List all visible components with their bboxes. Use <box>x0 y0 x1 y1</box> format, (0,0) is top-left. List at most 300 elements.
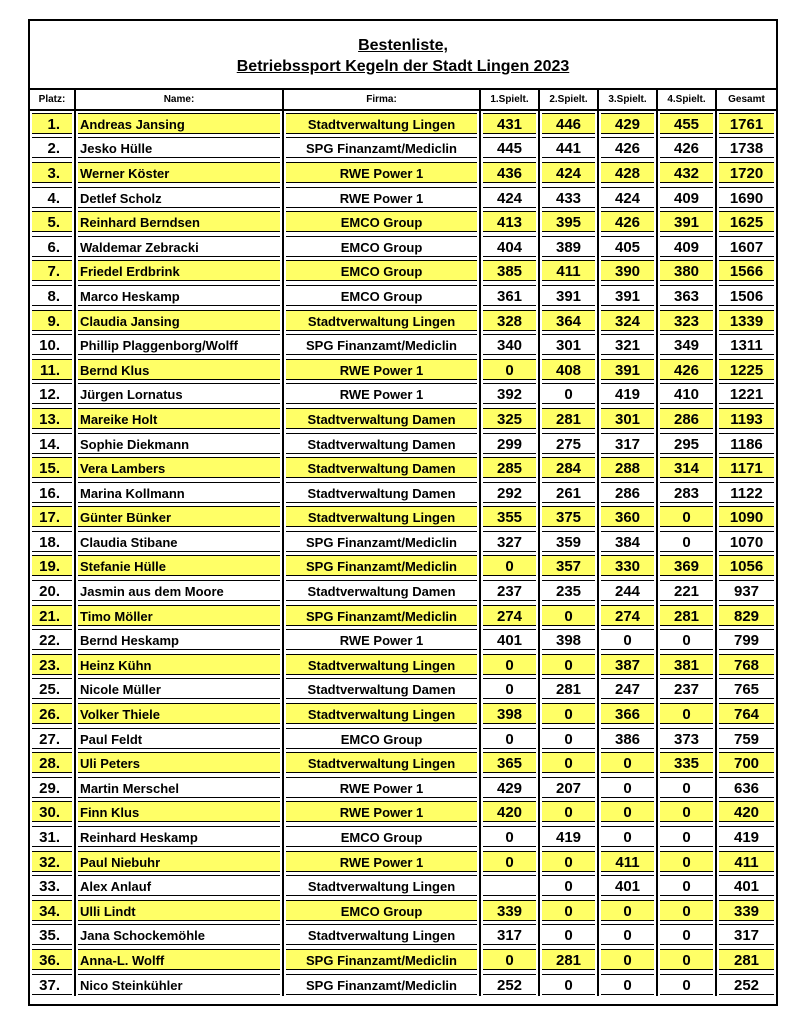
cell-spielt-4: 0 <box>660 826 713 847</box>
cell-spielt-3: 244 <box>601 580 654 601</box>
cell-firma-cell <box>282 406 479 431</box>
cell-name-cell <box>74 382 282 407</box>
cell-firma-cell <box>282 726 479 751</box>
cell-spielt-1: 285 <box>483 457 536 478</box>
cell-spielt-1-cell <box>479 775 538 800</box>
cell-spielt-4-cell <box>656 652 715 677</box>
cell-spielt-4: 314 <box>660 457 713 478</box>
cell-spielt-3-cell <box>597 701 656 726</box>
cell-spielt-4: 286 <box>660 408 713 429</box>
cell-gesamt-cell <box>715 259 776 284</box>
cell-spielt-2-cell <box>538 455 597 480</box>
cell-spielt-1: 292 <box>483 482 536 503</box>
cell-spielt-4-cell <box>656 775 715 800</box>
cell-name: Werner Köster <box>78 162 280 183</box>
cell-platz-cell <box>30 898 74 923</box>
cell-spielt-2: 0 <box>542 875 595 896</box>
cell-spielt-1-cell <box>479 824 538 849</box>
cell-spielt-4-cell <box>656 234 715 259</box>
cell-spielt-3: 391 <box>601 285 654 306</box>
cell-gesamt-cell <box>715 898 776 923</box>
table-row <box>30 406 776 431</box>
cell-spielt-1: 274 <box>483 605 536 626</box>
cell-name-cell <box>74 209 282 234</box>
cell-spielt-4: 295 <box>660 433 713 454</box>
cell-firma-cell <box>282 603 479 628</box>
cell-gesamt: 1566 <box>719 260 774 281</box>
cell-spielt-2-cell <box>538 234 597 259</box>
cell-firma-cell <box>282 947 479 972</box>
cell-platz: 9. <box>32 310 72 331</box>
cell-spielt-3-cell <box>597 382 656 407</box>
cell-spielt-4: 283 <box>660 482 713 503</box>
cell-spielt-1-cell <box>479 947 538 972</box>
cell-platz: 10. <box>32 334 72 355</box>
cell-gesamt-cell <box>715 406 776 431</box>
cell-firma-cell <box>282 455 479 480</box>
cell-spielt-4: 391 <box>660 211 713 232</box>
cell-spielt-1-cell <box>479 136 538 161</box>
cell-spielt-2: 235 <box>542 580 595 601</box>
cell-spielt-3-cell <box>597 849 656 874</box>
cell-name: Mareike Holt <box>78 408 280 429</box>
cell-spielt-2-cell <box>538 824 597 849</box>
table-row <box>30 431 776 456</box>
table-row <box>30 627 776 652</box>
cell-spielt-4: 373 <box>660 728 713 749</box>
cell-spielt-1: 0 <box>483 851 536 872</box>
cell-platz-cell <box>30 701 74 726</box>
cell-platz-cell <box>30 382 74 407</box>
cell-spielt-2-cell <box>538 259 597 284</box>
cell-firma: EMCO Group <box>286 900 477 921</box>
cell-spielt-1: 445 <box>483 137 536 158</box>
cell-spielt-2: 0 <box>542 605 595 626</box>
cell-spielt-3-cell <box>597 431 656 456</box>
cell-name: Reinhard Berndsen <box>78 211 280 232</box>
cell-platz-cell <box>30 332 74 357</box>
cell-gesamt-cell <box>715 800 776 825</box>
cell-spielt-4: 409 <box>660 236 713 257</box>
cell-spielt-1: 365 <box>483 752 536 773</box>
cell-spielt-3-cell <box>597 455 656 480</box>
cell-firma: RWE Power 1 <box>286 851 477 872</box>
table-row <box>30 652 776 677</box>
cell-spielt-4: 0 <box>660 777 713 798</box>
cell-spielt-3-cell <box>597 677 656 702</box>
cell-spielt-1: 424 <box>483 187 536 208</box>
cell-spielt-1-cell <box>479 677 538 702</box>
cell-name-cell <box>74 136 282 161</box>
table-row <box>30 308 776 333</box>
cell-platz: 23. <box>32 654 72 675</box>
cell-name-cell <box>74 726 282 751</box>
cell-spielt-4-cell <box>656 505 715 530</box>
cell-gesamt-cell <box>715 308 776 333</box>
cell-platz: 12. <box>32 383 72 404</box>
cell-platz: 4. <box>32 187 72 208</box>
cell-spielt-4: 0 <box>660 949 713 970</box>
cell-spielt-2-cell <box>538 136 597 161</box>
cell-gesamt-cell <box>715 234 776 259</box>
cell-spielt-2: 395 <box>542 211 595 232</box>
cell-firma: Stadtverwaltung Damen <box>286 580 477 601</box>
cell-firma: RWE Power 1 <box>286 801 477 822</box>
cell-platz-cell <box>30 824 74 849</box>
cell-firma: SPG Finanzamt/Mediclin <box>286 137 477 158</box>
cell-spielt-3: 0 <box>601 949 654 970</box>
cell-spielt-2-cell <box>538 652 597 677</box>
cell-name-cell <box>74 505 282 530</box>
ranking-document <box>28 19 778 1006</box>
cell-spielt-4-cell <box>656 160 715 185</box>
cell-firma-cell <box>282 849 479 874</box>
cell-firma-cell <box>282 873 479 898</box>
cell-spielt-3: 321 <box>601 334 654 355</box>
cell-firma: RWE Power 1 <box>286 187 477 208</box>
cell-firma: RWE Power 1 <box>286 629 477 650</box>
cell-name: Timo Möller <box>78 605 280 626</box>
table-row <box>30 259 776 284</box>
cell-gesamt-cell <box>715 455 776 480</box>
cell-platz: 31. <box>32 826 72 847</box>
table-row <box>30 455 776 480</box>
cell-spielt-2-cell <box>538 431 597 456</box>
cell-name: Ulli Lindt <box>78 900 280 921</box>
cell-spielt-1-cell <box>479 923 538 948</box>
cell-name-cell <box>74 554 282 579</box>
cell-firma-cell <box>282 578 479 603</box>
cell-firma-cell <box>282 554 479 579</box>
cell-spielt-4-cell <box>656 259 715 284</box>
cell-spielt-3-cell <box>597 800 656 825</box>
cell-platz: 21. <box>32 605 72 626</box>
cell-firma: Stadtverwaltung Damen <box>286 482 477 503</box>
cell-spielt-2-cell <box>538 677 597 702</box>
cell-spielt-2: 411 <box>542 260 595 281</box>
cell-platz-cell <box>30 603 74 628</box>
cell-name: Reinhard Heskamp <box>78 826 280 847</box>
cell-platz-cell <box>30 652 74 677</box>
cell-name-cell <box>74 898 282 923</box>
cell-firma-cell <box>282 431 479 456</box>
cell-spielt-1: 339 <box>483 900 536 921</box>
cell-gesamt-cell <box>715 947 776 972</box>
cell-spielt-4-cell <box>656 849 715 874</box>
cell-gesamt: 1056 <box>719 555 774 576</box>
cell-spielt-1: 401 <box>483 629 536 650</box>
cell-spielt-4: 0 <box>660 924 713 945</box>
cell-gesamt: 700 <box>719 752 774 773</box>
cell-name: Marina Kollmann <box>78 482 280 503</box>
cell-spielt-1 <box>483 875 536 896</box>
cell-spielt-3: 0 <box>601 629 654 650</box>
cell-spielt-4: 323 <box>660 310 713 331</box>
cell-spielt-1: 361 <box>483 285 536 306</box>
cell-name-cell <box>74 308 282 333</box>
cell-gesamt-cell <box>715 283 776 308</box>
cell-firma-cell <box>282 259 479 284</box>
cell-gesamt: 1311 <box>719 334 774 355</box>
cell-spielt-1-cell <box>479 726 538 751</box>
cell-gesamt-cell <box>715 332 776 357</box>
cell-name: Uli Peters <box>78 752 280 773</box>
cell-platz-cell <box>30 455 74 480</box>
cell-name: Claudia Stibane <box>78 531 280 552</box>
cell-platz-cell <box>30 259 74 284</box>
cell-spielt-1: 0 <box>483 678 536 699</box>
cell-spielt-1: 404 <box>483 236 536 257</box>
cell-firma: SPG Finanzamt/Mediclin <box>286 531 477 552</box>
cell-spielt-4: 0 <box>660 531 713 552</box>
cell-spielt-3-cell <box>597 308 656 333</box>
cell-platz-cell <box>30 923 74 948</box>
header-spielt-1: 1.Spielt. <box>479 90 538 111</box>
cell-firma: Stadtverwaltung Lingen <box>286 703 477 724</box>
cell-platz: 14. <box>32 433 72 454</box>
cell-firma-cell <box>282 283 479 308</box>
cell-name: Günter Bünker <box>78 506 280 527</box>
cell-spielt-3-cell <box>597 136 656 161</box>
cell-name: Paul Feldt <box>78 728 280 749</box>
cell-gesamt: 1625 <box>719 211 774 232</box>
cell-gesamt: 420 <box>719 801 774 822</box>
cell-spielt-4: 0 <box>660 974 713 995</box>
cell-gesamt: 799 <box>719 629 774 650</box>
cell-spielt-3: 360 <box>601 506 654 527</box>
cell-spielt-4: 221 <box>660 580 713 601</box>
cell-spielt-2: 281 <box>542 949 595 970</box>
cell-gesamt: 759 <box>719 728 774 749</box>
cell-gesamt-cell <box>715 849 776 874</box>
cell-spielt-2-cell <box>538 185 597 210</box>
cell-gesamt: 768 <box>719 654 774 675</box>
cell-platz-cell <box>30 136 74 161</box>
cell-firma: EMCO Group <box>286 285 477 306</box>
cell-firma: Stadtverwaltung Lingen <box>286 506 477 527</box>
cell-spielt-1-cell <box>479 283 538 308</box>
cell-spielt-2: 281 <box>542 408 595 429</box>
cell-platz: 8. <box>32 285 72 306</box>
cell-spielt-2-cell <box>538 873 597 898</box>
cell-gesamt: 281 <box>719 949 774 970</box>
cell-firma-cell <box>282 160 479 185</box>
cell-name-cell <box>74 652 282 677</box>
cell-spielt-1-cell <box>479 382 538 407</box>
cell-spielt-2: 0 <box>542 703 595 724</box>
cell-spielt-1: 392 <box>483 383 536 404</box>
cell-name-cell <box>74 750 282 775</box>
cell-spielt-4-cell <box>656 972 715 997</box>
cell-platz: 22. <box>32 629 72 650</box>
cell-firma: Stadtverwaltung Damen <box>286 457 477 478</box>
cell-spielt-4: 0 <box>660 801 713 822</box>
table-row <box>30 111 776 136</box>
cell-spielt-2: 0 <box>542 728 595 749</box>
cell-spielt-1-cell <box>479 800 538 825</box>
cell-spielt-1: 0 <box>483 555 536 576</box>
cell-gesamt-cell <box>715 431 776 456</box>
cell-spielt-3: 386 <box>601 728 654 749</box>
cell-spielt-4: 0 <box>660 875 713 896</box>
cell-spielt-4-cell <box>656 406 715 431</box>
cell-spielt-2: 446 <box>542 113 595 134</box>
cell-spielt-2: 375 <box>542 506 595 527</box>
cell-spielt-3: 390 <box>601 260 654 281</box>
cell-firma-cell <box>282 677 479 702</box>
cell-spielt-1: 299 <box>483 433 536 454</box>
cell-spielt-2-cell <box>538 578 597 603</box>
cell-spielt-2: 408 <box>542 359 595 380</box>
cell-name: Andreas Jansing <box>78 113 280 134</box>
cell-spielt-3-cell <box>597 972 656 997</box>
cell-gesamt-cell <box>715 382 776 407</box>
cell-spielt-4-cell <box>656 529 715 554</box>
cell-spielt-4-cell <box>656 480 715 505</box>
cell-name: Sophie Diekmann <box>78 433 280 454</box>
cell-firma-cell <box>282 750 479 775</box>
cell-spielt-2-cell <box>538 209 597 234</box>
cell-name: Bernd Heskamp <box>78 629 280 650</box>
cell-spielt-4: 381 <box>660 654 713 675</box>
cell-name-cell <box>74 947 282 972</box>
cell-gesamt: 419 <box>719 826 774 847</box>
cell-name-cell <box>74 603 282 628</box>
cell-platz-cell <box>30 578 74 603</box>
cell-platz: 6. <box>32 236 72 257</box>
cell-platz-cell <box>30 800 74 825</box>
cell-spielt-2-cell <box>538 382 597 407</box>
cell-spielt-2-cell <box>538 775 597 800</box>
cell-spielt-1: 237 <box>483 580 536 601</box>
cell-spielt-1: 317 <box>483 924 536 945</box>
cell-spielt-4-cell <box>656 357 715 382</box>
cell-spielt-1: 436 <box>483 162 536 183</box>
cell-spielt-2-cell <box>538 898 597 923</box>
cell-gesamt-cell <box>715 529 776 554</box>
cell-name: Heinz Kühn <box>78 654 280 675</box>
table-row <box>30 898 776 923</box>
cell-spielt-3-cell <box>597 873 656 898</box>
cell-name: Jesko Hülle <box>78 137 280 158</box>
cell-spielt-2: 207 <box>542 777 595 798</box>
cell-firma-cell <box>282 923 479 948</box>
cell-spielt-3: 286 <box>601 482 654 503</box>
table-row <box>30 701 776 726</box>
cell-spielt-3: 0 <box>601 801 654 822</box>
cell-spielt-4-cell <box>656 898 715 923</box>
cell-spielt-2-cell <box>538 947 597 972</box>
cell-platz: 32. <box>32 851 72 872</box>
title-line-2: Betriebssport Kegeln der Stadt Lingen 2023 <box>236 58 570 75</box>
cell-spielt-3: 0 <box>601 752 654 773</box>
cell-spielt-2-cell <box>538 849 597 874</box>
cell-firma-cell <box>282 234 479 259</box>
cell-name: Phillip Plaggenborg/Wolff <box>78 334 280 355</box>
cell-gesamt: 764 <box>719 703 774 724</box>
cell-spielt-2-cell <box>538 726 597 751</box>
cell-platz: 26. <box>32 703 72 724</box>
cell-name: Waldemar Zebracki <box>78 236 280 257</box>
table-row <box>30 209 776 234</box>
cell-spielt-2-cell <box>538 627 597 652</box>
cell-spielt-1: 0 <box>483 359 536 380</box>
cell-gesamt-cell <box>715 578 776 603</box>
cell-spielt-1: 0 <box>483 654 536 675</box>
cell-firma-cell <box>282 652 479 677</box>
table-row <box>30 554 776 579</box>
cell-spielt-4: 426 <box>660 137 713 158</box>
cell-spielt-1-cell <box>479 185 538 210</box>
cell-spielt-2: 284 <box>542 457 595 478</box>
cell-firma: Stadtverwaltung Lingen <box>286 924 477 945</box>
cell-spielt-1-cell <box>479 160 538 185</box>
cell-spielt-1: 340 <box>483 334 536 355</box>
cell-firma: Stadtverwaltung Damen <box>286 433 477 454</box>
cell-name: Jasmin aus dem Moore <box>78 580 280 601</box>
cell-name: Jürgen Lornatus <box>78 383 280 404</box>
cell-gesamt-cell <box>715 750 776 775</box>
table-row <box>30 283 776 308</box>
cell-gesamt: 411 <box>719 851 774 872</box>
cell-firma: Stadtverwaltung Lingen <box>286 752 477 773</box>
cell-spielt-4-cell <box>656 578 715 603</box>
cell-platz: 20. <box>32 580 72 601</box>
table-row <box>30 972 776 997</box>
cell-spielt-3-cell <box>597 505 656 530</box>
cell-spielt-2: 0 <box>542 900 595 921</box>
table-row <box>30 332 776 357</box>
cell-spielt-4-cell <box>656 554 715 579</box>
cell-spielt-4-cell <box>656 283 715 308</box>
cell-spielt-2-cell <box>538 111 597 136</box>
cell-firma: SPG Finanzamt/Mediclin <box>286 974 477 995</box>
cell-spielt-2: 441 <box>542 137 595 158</box>
cell-spielt-1-cell <box>479 111 538 136</box>
cell-spielt-4-cell <box>656 701 715 726</box>
cell-spielt-1-cell <box>479 603 538 628</box>
cell-spielt-2: 0 <box>542 851 595 872</box>
cell-spielt-2-cell <box>538 529 597 554</box>
cell-spielt-3-cell <box>597 947 656 972</box>
cell-firma-cell <box>282 308 479 333</box>
cell-platz: 19. <box>32 555 72 576</box>
cell-name: Bernd Klus <box>78 359 280 380</box>
cell-name-cell <box>74 627 282 652</box>
cell-spielt-4: 0 <box>660 851 713 872</box>
cell-gesamt-cell <box>715 627 776 652</box>
cell-platz-cell <box>30 947 74 972</box>
cell-name-cell <box>74 800 282 825</box>
cell-platz-cell <box>30 750 74 775</box>
cell-gesamt-cell <box>715 603 776 628</box>
table-row <box>30 578 776 603</box>
cell-gesamt: 1720 <box>719 162 774 183</box>
cell-platz: 37. <box>32 974 72 995</box>
cell-gesamt: 1122 <box>719 482 774 503</box>
cell-spielt-2: 261 <box>542 482 595 503</box>
cell-platz: 11. <box>32 359 72 380</box>
cell-platz-cell <box>30 283 74 308</box>
cell-gesamt-cell <box>715 505 776 530</box>
cell-gesamt-cell <box>715 554 776 579</box>
cell-spielt-4: 0 <box>660 629 713 650</box>
cell-spielt-1-cell <box>479 972 538 997</box>
cell-spielt-3: 405 <box>601 236 654 257</box>
cell-spielt-3-cell <box>597 209 656 234</box>
cell-gesamt: 339 <box>719 900 774 921</box>
cell-firma: Stadtverwaltung Lingen <box>286 875 477 896</box>
